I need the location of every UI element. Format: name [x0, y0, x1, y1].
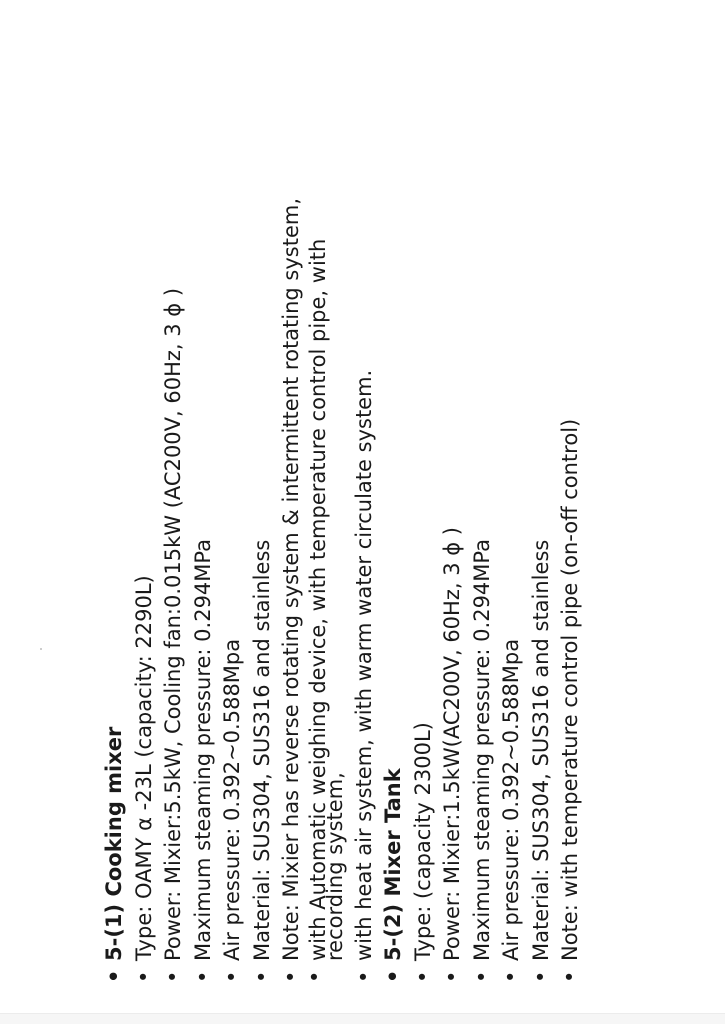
spec-list	[100, 105, 586, 985]
cooking-mixer-features-line1: with Automatic weighing device, with temperature control pipe, with	[305, 238, 330, 961]
cooking-mixer-features	[307, 105, 350, 985]
scan-speck	[40, 648, 42, 650]
cooking-mixer-type: • Type: OAMY α -23L (capacity: 2290L)	[130, 105, 160, 985]
mixer-tank-air-pressure: • Air pressure: 0.392~0.588Mpa	[497, 105, 527, 985]
cooking-mixer-features-line2: recording system,	[322, 772, 347, 961]
cooking-mixer-steaming-pressure: • Maximum steaming pressure: 0.294MPa	[189, 105, 219, 985]
page-bottom-edge	[0, 1013, 725, 1024]
cooking-mixer-power: • Power: Mixier:5.5kW, Cooling fan:0.015kW (AC200V, 60Hz, 3 ϕ )	[159, 105, 189, 985]
cooking-mixer-heat-air: • with heat air system, with warm water circulate system.	[350, 105, 380, 985]
mixer-tank-material: • Material: SUS304, SUS316 and stainless	[527, 105, 557, 985]
mixer-tank-type: • Type: (capacity 2300L)	[409, 105, 439, 985]
mixer-tank-steaming-pressure: • Maximum steaming pressure: 0.294MPa	[468, 105, 498, 985]
section-heading-mixer-tank: • 5-(2) Mixer Tank	[379, 105, 409, 985]
cooking-mixer-air-pressure: • Air pressure: 0.392~0.588Mpa	[218, 105, 248, 985]
mixer-tank-power: • Power: Mixier:1.5kW(AC200V, 60Hz, 3 ϕ )	[438, 105, 468, 985]
mixer-tank-note: • Note: with temperature control pipe (on-off control)	[556, 105, 586, 985]
document-content	[100, 105, 630, 985]
section-heading-cooking-mixer: • 5-(1) Cooking mixer	[100, 105, 130, 985]
cooking-mixer-material: • Material: SUS304, SUS316 and stainless	[248, 105, 278, 985]
cooking-mixer-note: • Note: Mixier has reverse rotating system & intermittent rotating system,	[277, 105, 307, 985]
